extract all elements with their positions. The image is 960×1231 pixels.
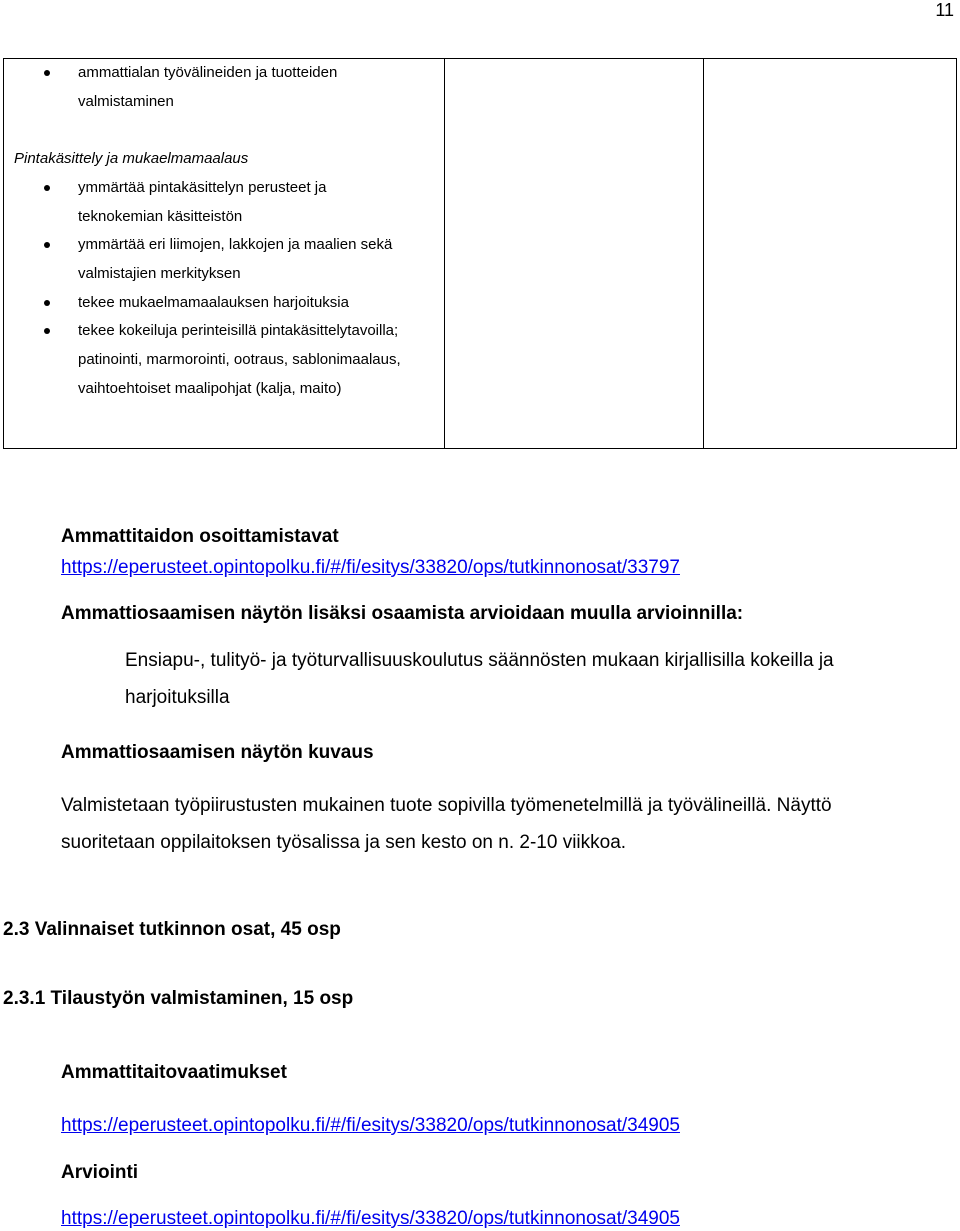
demo-heading: Ammattitaidon osoittamistavat: [61, 526, 339, 547]
table-column-divider: [703, 59, 704, 448]
list-item: [4, 59, 444, 116]
list-item: [4, 317, 444, 403]
demo-link[interactable]: https://eperusteet.opintopolku.fi/#/fi/esitys/33820/ops/tutkinnonosat/33797: [61, 557, 680, 578]
requirements-link[interactable]: https://eperusteet.opintopolku.fi/#/fi/esitys/33820/ops/tutkinnonosat/34905: [61, 1115, 680, 1136]
table-cell-criteria: [4, 59, 444, 403]
list-item-text: ymmärtää pintakäsittelyn perusteet ja: [78, 178, 327, 196]
section-title: Pintakäsittely ja mukaelmamaalaus: [14, 150, 249, 168]
bullet-icon: [44, 185, 50, 191]
description-heading: Ammattiosaamisen näytön kuvaus: [61, 742, 374, 763]
list-item-text: teknokemian käsitteistön: [78, 207, 243, 225]
list-item-text: tekee mukaelmamaalauksen harjoituksia: [78, 293, 349, 311]
other-assessment-text: [125, 642, 834, 716]
list-item-text: ammattialan työvälineiden ja tuotteiden: [78, 64, 338, 81]
other-assessment-heading: Ammattiosaamisen näytön lisäksi osaamista arvioidaan muulla arvioinnilla:: [61, 603, 744, 624]
list-item: [4, 231, 444, 288]
bullet-icon: [44, 242, 50, 248]
paragraph-line: Valmistetaan työpiirustusten mukainen tuote sopivilla työmenetelmillä ja työvälineillä. Näyttö: [61, 795, 832, 816]
list-item-text: valmistaminen: [78, 92, 174, 110]
list-item-text: valmistajien merkityksen: [78, 264, 241, 282]
assessment-heading: Arviointi: [61, 1162, 139, 1183]
table-column-divider: [444, 59, 445, 448]
requirements-heading: Ammattitaitovaatimukset: [61, 1062, 287, 1083]
paragraph-line: suoritetaan oppilaitoksen työsalissa ja sen kesto on n. 2-10 viikkoa.: [61, 832, 627, 853]
competence-table: [3, 58, 957, 449]
section-heading-2-3-1: 2.3.1 Tilaustyön valmistaminen, 15 osp: [3, 988, 354, 1009]
paragraph-line: Ensiapu-, tulityö- ja työturvallisuuskoulutus säännösten mukaan kirjallisilla kokeilla ja: [125, 650, 834, 671]
list-item: [4, 174, 444, 231]
bullet-icon: [44, 300, 50, 306]
section-heading-2-3: 2.3 Valinnaiset tutkinnon osat, 45 osp: [3, 919, 341, 940]
list-item-text: tekee kokeiluja perinteisillä pintakäsittelytavoilla;: [78, 322, 399, 340]
list-item: [4, 289, 444, 318]
paragraph-line: harjoituksilla: [125, 687, 230, 708]
assessment-link[interactable]: https://eperusteet.opintopolku.fi/#/fi/esitys/33820/ops/tutkinnonosat/34905: [61, 1208, 680, 1229]
list-item-text: vaihtoehtoiset maalipohjat (kalja, maito): [78, 379, 342, 397]
bullet-icon: [44, 328, 50, 334]
page-number: 11: [935, 0, 954, 20]
list-item-text: ymmärtää eri liimojen, lakkojen ja maalien sekä: [78, 236, 393, 254]
description-text: [61, 787, 832, 861]
list-item-text: patinointi, marmorointi, ootraus, sablonimaalaus,: [78, 351, 401, 369]
bullet-icon: [44, 70, 50, 76]
